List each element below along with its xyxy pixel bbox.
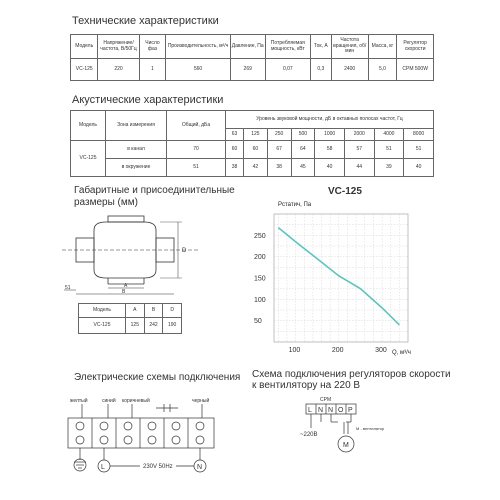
regulator-title-line2: к вентилятору на 220 В	[252, 380, 361, 391]
dim-label-a: A	[124, 283, 128, 289]
dims-title-line1: Габаритные и присоединительные	[74, 185, 235, 196]
tech-header: Ток, А	[310, 35, 331, 59]
tech-header: Напряжение/ частота, В/50Гц	[98, 35, 139, 59]
acoustic-freq: 8000	[404, 129, 434, 141]
acoustic-value: 38	[267, 159, 291, 177]
tech-cell: 269	[230, 59, 265, 81]
regulator-title-line1: Схема подключения регуляторов скорости	[252, 369, 451, 380]
tech-cell: 560	[166, 59, 230, 81]
regulator-device: CPM	[320, 397, 332, 403]
acoustic-value: 45	[291, 159, 315, 177]
dims-title-line2: размеры (мм)	[74, 197, 138, 208]
acoustic-value: 67	[267, 141, 291, 159]
acoustic-value: 44	[344, 159, 374, 177]
acoustic-freq: 125	[243, 129, 267, 141]
dims-header: Модель	[79, 304, 126, 318]
tech-header: Регулятор скорости	[397, 35, 434, 59]
chart-x-tick: 200	[331, 347, 344, 354]
wiring-title: Электрические схемы подключения	[74, 372, 241, 383]
dims-table	[78, 303, 182, 334]
acoustic-value: 51	[404, 141, 434, 159]
tech-title: Технические характеристики	[72, 15, 219, 27]
tech-header: Частота вращения, об/мин	[331, 35, 368, 59]
acoustic-freq: 2000	[344, 129, 374, 141]
dims-cell: VC-125	[79, 318, 126, 334]
chart-y-tick: 50	[254, 318, 262, 326]
tech-header: Число фаз	[139, 35, 166, 59]
wire-label: черный	[192, 398, 210, 404]
chart-y-tick: 150	[254, 275, 266, 283]
tech-cell: 2400	[331, 59, 368, 81]
tech-header: Масса, кг	[368, 35, 397, 59]
chart-y-tick: 100	[254, 296, 266, 304]
dim-label-d: D	[182, 248, 187, 254]
chart-y-tick: 200	[254, 254, 266, 262]
acoustic-table	[70, 110, 434, 177]
dims-cell: 190	[163, 318, 182, 334]
acoustic-total-header: Общий, дБа	[167, 111, 226, 141]
wire-label: желтый	[70, 398, 88, 404]
tech-cell: 0,3	[310, 59, 331, 81]
dims-header: A	[126, 304, 145, 318]
acoustic-freq: 63	[226, 129, 244, 141]
wire-label: коричневый	[122, 398, 150, 404]
acoustic-value: 38	[226, 159, 244, 177]
acoustic-value: 40	[315, 159, 345, 177]
acoustic-value: 60	[243, 141, 267, 159]
tech-cell: CPM 500W	[397, 59, 434, 81]
tech-cell: VC-125	[71, 59, 98, 81]
motor-description: М - вентилятор	[356, 426, 385, 431]
regulator-diagram	[290, 392, 400, 462]
tech-header: Модель	[71, 35, 98, 59]
regulator-supply: ~220В	[300, 432, 318, 438]
acoustic-value: 60	[226, 141, 244, 159]
tech-cell: 1	[139, 59, 166, 81]
motor-symbol: M	[343, 442, 349, 449]
acoustic-freq: 500	[291, 129, 315, 141]
tech-table	[70, 34, 434, 81]
regulator-terminal: L	[308, 407, 312, 414]
acoustic-value: 57	[344, 141, 374, 159]
dims-header: B	[144, 304, 163, 318]
acoustic-value: 39	[374, 159, 404, 177]
regulator-terminal: N	[318, 407, 324, 414]
acoustic-value: 64	[291, 141, 315, 159]
acoustic-value: 58	[315, 141, 345, 159]
acoustic-model: VC-125	[71, 141, 106, 177]
acoustic-total: 70	[167, 141, 226, 159]
dims-header: D	[163, 304, 182, 318]
acoustic-freq: 4000	[374, 129, 404, 141]
wiring-symbol-n: N	[197, 464, 203, 471]
regulator-terminal: P	[348, 407, 353, 414]
tech-cell: 5,0	[368, 59, 397, 81]
acoustic-freq: 250	[267, 129, 291, 141]
tech-header: Производительность, м³/ч	[166, 35, 230, 59]
acoustic-freq: 1000	[315, 129, 345, 141]
regulator-terminal: O	[338, 407, 344, 414]
wire-label: синий	[102, 398, 116, 404]
tech-header: Потребляемая мощность, кВт	[265, 35, 310, 59]
wiring-symbol-l: L	[101, 464, 105, 471]
acoustic-total: 51	[167, 159, 226, 177]
chart-x-tick: 300	[375, 347, 387, 354]
dim-label-51: 51	[65, 285, 71, 291]
tech-cell: 220	[98, 59, 139, 81]
chart-y-label: Pстатич, Па	[278, 202, 312, 208]
tech-header: Давление, Па	[230, 35, 265, 59]
acoustic-title: Акустические характеристики	[72, 94, 224, 106]
performance-chart	[252, 196, 424, 368]
acoustic-value: 40	[404, 159, 434, 177]
fan-dimension-drawing	[60, 208, 200, 300]
acoustic-zone: в канал	[106, 141, 167, 159]
tech-header-row	[71, 35, 434, 59]
regulator-terminal: N	[328, 407, 334, 414]
wiring-supply: 230V 50Hz	[143, 464, 173, 470]
acoustic-model-header: Модель	[71, 111, 106, 141]
acoustic-bands-header: Уровень звуковой мощности, дБ в октавных полосах частот, Гц	[226, 111, 434, 129]
acoustic-value: 42	[243, 159, 267, 177]
dims-cell: 125	[126, 318, 145, 334]
wiring-diagram	[60, 388, 220, 478]
tech-cell: 0,07	[265, 59, 310, 81]
chart-x-tick: 100	[288, 347, 301, 354]
dim-label-b: B	[122, 289, 126, 295]
chart-y-tick: 250	[254, 232, 266, 240]
tech-data-row	[71, 59, 434, 81]
dims-cell: 242	[144, 318, 163, 334]
chart-title: VC-125	[328, 186, 362, 197]
acoustic-value: 51	[374, 141, 404, 159]
acoustic-zone: в окружение	[106, 159, 167, 177]
acoustic-zone-header: Зона измерения	[106, 111, 167, 141]
chart-x-label: Q, м³/ч	[392, 350, 411, 356]
